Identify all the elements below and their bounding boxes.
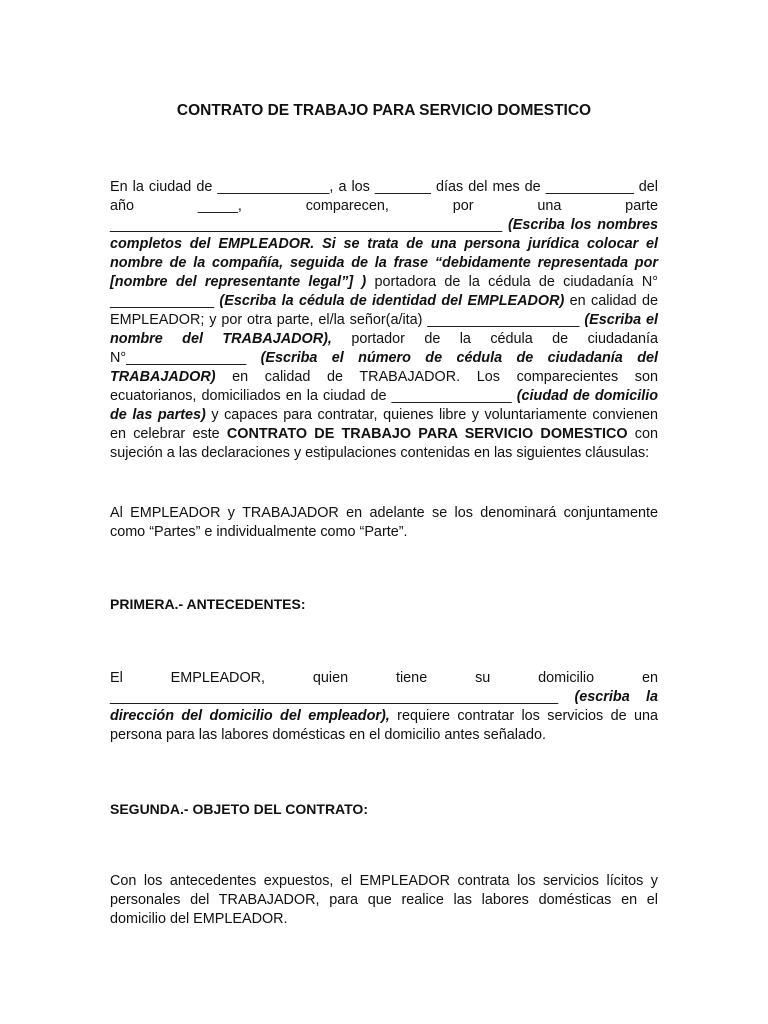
page-title: CONTRATO DE TRABAJO PARA SERVICIO DOMESTICO (176, 102, 592, 119)
partes-paragraph: Al EMPLEADOR y TRABAJADOR en adelante se los denominará conjuntamente como “Partes” e individualmente como “Parte”. (110, 505, 658, 540)
intro-text-2: portadora de la cédula de ciudadanía N° _____________ (110, 274, 658, 309)
segunda-heading: SEGUNDA.- OBJETO DEL CONTRATO: (110, 801, 368, 817)
primera-paragraph (110, 669, 658, 745)
intro-instruction-employer-name: (Escriba los nombres completos del EMPLEADOR. Si se trata de una persona jurídica colocar el nombre de la compañía, seguida de la frase “debidamente representada por [nombre del representante legal”] ) (110, 217, 658, 290)
intro-instruction-employer-id: (Escriba la cédula de identidad del EMPLEADOR) (219, 293, 565, 309)
primera-heading: PRIMERA.- ANTECEDENTES: (110, 596, 306, 612)
primera-text-2: requiere contratar los servicios de una persona para las labores domésticas en el domicilio antes señalado. (110, 708, 658, 743)
intro-text-1: En la ciudad de ______________, a los _______ días del mes de ___________ del año _____, comparecen, por una parte _________________________________________________ (110, 179, 658, 233)
intro-text-6: y capaces para contratar, quienes libre y voluntariamente convienen en celebrar este (110, 407, 658, 442)
intro-instruction-worker-id: (Escriba el número de cédula de ciudadanía del TRABAJADOR) (110, 350, 658, 385)
primera-instruction-address: (escriba la dirección del domicilio del empleador), (110, 689, 658, 724)
intro-instruction-worker-name: (Escriba el nombre del TRABAJADOR), (110, 312, 658, 347)
intro-paragraph (110, 178, 658, 463)
intro-text-4: portador de la cédula de ciudadanía N°_______________ (110, 331, 658, 366)
intro-text-5: en calidad de TRABAJADOR. Los comparecientes son ecuatorianos, domiciliados en la ciudad de _______________ (110, 369, 658, 404)
segunda-paragraph: Con los antecedentes expuestos, el EMPLEADOR contrata los servicios lícitos y personales del TRABAJADOR, para que realice las labores domésticas en el domicilio del EMPLEADOR. (110, 873, 658, 927)
intro-text-3: en calidad de EMPLEADOR; y por otra parte, el/la señor(a/ita) ___________________ (110, 293, 658, 328)
intro-text-7: con sujeción a las declaraciones y estipulaciones contenidas en las siguientes cláusulas: (110, 426, 659, 461)
primera-text-1: El EMPLEADOR, quien tiene su domicilio en ________________________________________________________ (110, 670, 658, 705)
intro-contract-name: CONTRATO DE TRABAJO PARA SERVICIO DOMESTICO (226, 426, 628, 442)
intro-instruction-city: (ciudad de domicilio de las partes) (110, 388, 658, 423)
